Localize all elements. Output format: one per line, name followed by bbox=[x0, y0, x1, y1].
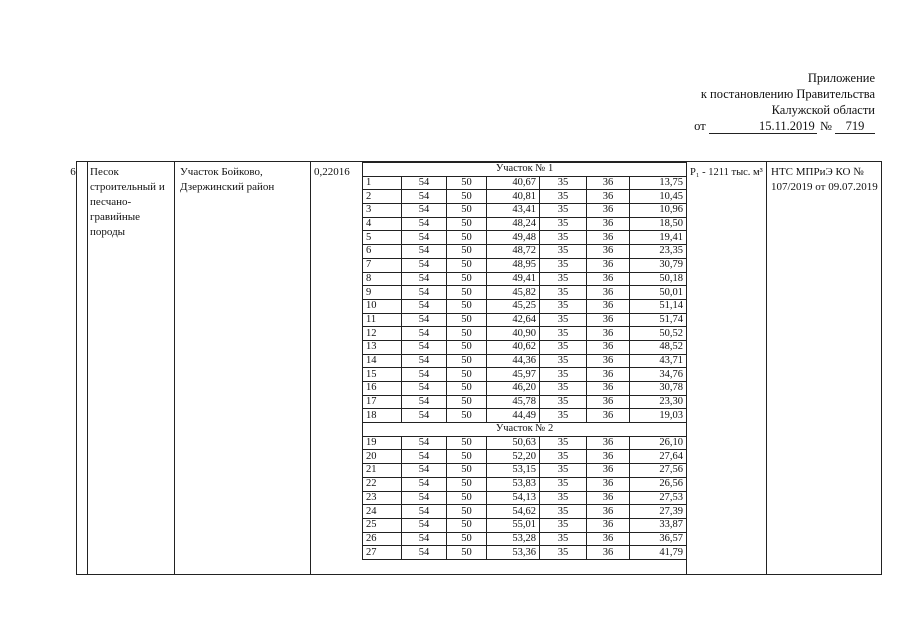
lat-seconds: 53,36 bbox=[487, 546, 540, 560]
mineral-type: Песок строительный и песчано-гравийные породы bbox=[90, 166, 165, 238]
lat-seconds: 48,95 bbox=[487, 258, 540, 272]
number-prefix: № bbox=[819, 119, 832, 133]
lon-seconds: 34,76 bbox=[630, 368, 687, 382]
table-border bbox=[76, 162, 77, 574]
lon-seconds: 27,53 bbox=[630, 491, 687, 505]
lat-seconds: 54,13 bbox=[487, 491, 540, 505]
point-number: 6 bbox=[363, 245, 402, 259]
lon-degrees: 35 bbox=[540, 313, 587, 327]
lat-degrees: 54 bbox=[402, 491, 447, 505]
lon-degrees: 35 bbox=[540, 272, 587, 286]
table-row bbox=[363, 382, 687, 396]
lat-seconds: 40,90 bbox=[487, 327, 540, 341]
header-subtitle: к постановлению Правительства bbox=[700, 87, 875, 101]
lat-degrees: 54 bbox=[402, 354, 447, 368]
lon-minutes: 36 bbox=[587, 491, 630, 505]
lon-degrees: 35 bbox=[540, 505, 587, 519]
lon-minutes: 36 bbox=[587, 340, 630, 354]
column-divider bbox=[766, 162, 767, 574]
section-title: Участок № 1 bbox=[363, 163, 687, 177]
order-date: 15.11.2019 bbox=[709, 120, 817, 134]
point-number: 25 bbox=[363, 518, 402, 532]
lat-degrees: 54 bbox=[402, 450, 447, 464]
lon-seconds: 50,52 bbox=[630, 327, 687, 341]
lat-degrees: 54 bbox=[402, 299, 447, 313]
lat-minutes: 50 bbox=[447, 382, 487, 396]
lat-minutes: 50 bbox=[447, 327, 487, 341]
lat-degrees: 54 bbox=[402, 258, 447, 272]
lat-minutes: 50 bbox=[447, 272, 487, 286]
lat-degrees: 54 bbox=[402, 382, 447, 396]
lon-minutes: 36 bbox=[587, 546, 630, 560]
lat-minutes: 50 bbox=[447, 231, 487, 245]
lon-degrees: 35 bbox=[540, 395, 587, 409]
point-number: 26 bbox=[363, 532, 402, 546]
lon-degrees: 35 bbox=[540, 327, 587, 341]
lon-seconds: 33,87 bbox=[630, 518, 687, 532]
approval-info: НТС МПРиЭ КО № 107/2019 от 09.07.2019 bbox=[771, 166, 878, 193]
point-number: 24 bbox=[363, 505, 402, 519]
lon-seconds: 27,39 bbox=[630, 505, 687, 519]
lat-degrees: 54 bbox=[402, 327, 447, 341]
lat-degrees: 54 bbox=[402, 272, 447, 286]
lon-minutes: 36 bbox=[587, 272, 630, 286]
lat-minutes: 50 bbox=[447, 450, 487, 464]
lat-degrees: 54 bbox=[402, 286, 447, 300]
point-number: 22 bbox=[363, 477, 402, 491]
section-title: Участок № 2 bbox=[363, 423, 687, 437]
lon-degrees: 35 bbox=[540, 190, 587, 204]
lat-seconds: 53,83 bbox=[487, 477, 540, 491]
point-number: 7 bbox=[363, 258, 402, 272]
lat-degrees: 54 bbox=[402, 190, 447, 204]
appendix-table bbox=[70, 161, 882, 575]
lon-minutes: 36 bbox=[587, 204, 630, 218]
lon-degrees: 35 bbox=[540, 245, 587, 259]
lat-seconds: 40,62 bbox=[487, 340, 540, 354]
lat-degrees: 54 bbox=[402, 313, 447, 327]
lat-minutes: 50 bbox=[447, 368, 487, 382]
lat-degrees: 54 bbox=[402, 368, 447, 382]
point-number: 3 bbox=[363, 204, 402, 218]
lat-seconds: 50,63 bbox=[487, 436, 540, 450]
lon-minutes: 36 bbox=[587, 477, 630, 491]
lon-seconds: 30,78 bbox=[630, 382, 687, 396]
lon-seconds: 23,35 bbox=[630, 245, 687, 259]
lon-degrees: 35 bbox=[540, 258, 587, 272]
lat-seconds: 45,97 bbox=[487, 368, 540, 382]
lat-degrees: 54 bbox=[402, 204, 447, 218]
lon-seconds: 19,41 bbox=[630, 231, 687, 245]
lon-minutes: 36 bbox=[587, 245, 630, 259]
lat-seconds: 44,49 bbox=[487, 409, 540, 423]
lat-minutes: 50 bbox=[447, 217, 487, 231]
lat-degrees: 54 bbox=[402, 340, 447, 354]
table-row bbox=[363, 272, 687, 286]
lon-seconds: 51,14 bbox=[630, 299, 687, 313]
table-row bbox=[363, 286, 687, 300]
lat-minutes: 50 bbox=[447, 204, 487, 218]
lat-degrees: 54 bbox=[402, 245, 447, 259]
lat-seconds: 40,67 bbox=[487, 176, 540, 190]
lon-degrees: 35 bbox=[540, 368, 587, 382]
lon-degrees: 35 bbox=[540, 217, 587, 231]
lon-degrees: 35 bbox=[540, 450, 587, 464]
lon-minutes: 36 bbox=[587, 395, 630, 409]
table-row bbox=[363, 258, 687, 272]
lon-seconds: 36,57 bbox=[630, 532, 687, 546]
lon-minutes: 36 bbox=[587, 450, 630, 464]
lon-seconds: 48,52 bbox=[630, 340, 687, 354]
lat-minutes: 50 bbox=[447, 299, 487, 313]
lat-seconds: 49,41 bbox=[487, 272, 540, 286]
table-row bbox=[363, 409, 687, 423]
lat-seconds: 46,20 bbox=[487, 382, 540, 396]
table-row bbox=[363, 245, 687, 259]
lat-seconds: 40,81 bbox=[487, 190, 540, 204]
table-row bbox=[363, 231, 687, 245]
lat-minutes: 50 bbox=[447, 258, 487, 272]
order-number: 719 bbox=[835, 120, 875, 134]
lat-degrees: 54 bbox=[402, 176, 447, 190]
point-number: 9 bbox=[363, 286, 402, 300]
lon-minutes: 36 bbox=[587, 217, 630, 231]
document-header bbox=[694, 70, 875, 134]
lon-seconds: 18,50 bbox=[630, 217, 687, 231]
lon-degrees: 35 bbox=[540, 409, 587, 423]
table-row bbox=[363, 217, 687, 231]
lat-degrees: 54 bbox=[402, 464, 447, 478]
reserves-value: P₁ - 1211 тыс. м³ bbox=[690, 167, 763, 178]
lat-minutes: 50 bbox=[447, 245, 487, 259]
lon-minutes: 36 bbox=[587, 505, 630, 519]
table-row bbox=[363, 204, 687, 218]
lon-seconds: 50,18 bbox=[630, 272, 687, 286]
point-number: 18 bbox=[363, 409, 402, 423]
lon-minutes: 36 bbox=[587, 354, 630, 368]
point-number: 11 bbox=[363, 313, 402, 327]
lat-degrees: 54 bbox=[402, 395, 447, 409]
point-number: 27 bbox=[363, 546, 402, 560]
table-row bbox=[363, 436, 687, 450]
lon-degrees: 35 bbox=[540, 204, 587, 218]
lon-minutes: 36 bbox=[587, 231, 630, 245]
column-divider bbox=[174, 162, 175, 574]
lat-degrees: 54 bbox=[402, 409, 447, 423]
lat-seconds: 42,64 bbox=[487, 313, 540, 327]
lon-seconds: 10,45 bbox=[630, 190, 687, 204]
lat-minutes: 50 bbox=[447, 546, 487, 560]
header-order-line bbox=[694, 118, 875, 134]
point-number: 10 bbox=[363, 299, 402, 313]
lon-degrees: 35 bbox=[540, 340, 587, 354]
lon-seconds: 41,79 bbox=[630, 546, 687, 560]
table-row bbox=[363, 546, 687, 560]
point-number: 2 bbox=[363, 190, 402, 204]
lon-degrees: 35 bbox=[540, 231, 587, 245]
lat-seconds: 45,25 bbox=[487, 299, 540, 313]
table-row bbox=[363, 368, 687, 382]
lat-minutes: 50 bbox=[447, 464, 487, 478]
point-number: 15 bbox=[363, 368, 402, 382]
lon-minutes: 36 bbox=[587, 327, 630, 341]
lat-degrees: 54 bbox=[402, 532, 447, 546]
point-number: 20 bbox=[363, 450, 402, 464]
lon-minutes: 36 bbox=[587, 176, 630, 190]
table-row bbox=[363, 464, 687, 478]
section-header-row bbox=[363, 423, 687, 437]
lat-seconds: 54,62 bbox=[487, 505, 540, 519]
table-row bbox=[363, 327, 687, 341]
lon-minutes: 36 bbox=[587, 299, 630, 313]
lon-seconds: 10,96 bbox=[630, 204, 687, 218]
lon-minutes: 36 bbox=[587, 382, 630, 396]
lon-seconds: 19,03 bbox=[630, 409, 687, 423]
lon-minutes: 36 bbox=[587, 258, 630, 272]
table-row bbox=[363, 532, 687, 546]
table-border bbox=[881, 162, 882, 574]
lon-seconds: 27,56 bbox=[630, 464, 687, 478]
lat-minutes: 50 bbox=[447, 354, 487, 368]
lon-minutes: 36 bbox=[587, 464, 630, 478]
table-row bbox=[363, 491, 687, 505]
lon-seconds: 30,79 bbox=[630, 258, 687, 272]
lat-minutes: 50 bbox=[447, 395, 487, 409]
point-number: 21 bbox=[363, 464, 402, 478]
point-number: 17 bbox=[363, 395, 402, 409]
lat-degrees: 54 bbox=[402, 436, 447, 450]
lat-seconds: 53,28 bbox=[487, 532, 540, 546]
lon-minutes: 36 bbox=[587, 409, 630, 423]
lat-degrees: 54 bbox=[402, 546, 447, 560]
header-region: Калужской области bbox=[771, 103, 875, 117]
lat-seconds: 53,15 bbox=[487, 464, 540, 478]
table-row bbox=[363, 395, 687, 409]
lat-minutes: 50 bbox=[447, 286, 487, 300]
lon-minutes: 36 bbox=[587, 190, 630, 204]
lat-minutes: 50 bbox=[447, 477, 487, 491]
point-number: 12 bbox=[363, 327, 402, 341]
lat-seconds: 55,01 bbox=[487, 518, 540, 532]
site-area: 0,22016 bbox=[314, 166, 350, 178]
section-header-row bbox=[363, 163, 687, 177]
lat-minutes: 50 bbox=[447, 436, 487, 450]
lon-seconds: 13,75 bbox=[630, 176, 687, 190]
lon-degrees: 35 bbox=[540, 382, 587, 396]
point-number: 13 bbox=[363, 340, 402, 354]
lat-seconds: 48,24 bbox=[487, 217, 540, 231]
point-number: 5 bbox=[363, 231, 402, 245]
lat-minutes: 50 bbox=[447, 409, 487, 423]
table-row bbox=[363, 299, 687, 313]
table-row bbox=[363, 176, 687, 190]
point-number: 14 bbox=[363, 354, 402, 368]
table-row bbox=[363, 518, 687, 532]
lat-degrees: 54 bbox=[402, 477, 447, 491]
table-row bbox=[363, 450, 687, 464]
lon-minutes: 36 bbox=[587, 532, 630, 546]
lon-degrees: 35 bbox=[540, 299, 587, 313]
lat-seconds: 45,78 bbox=[487, 395, 540, 409]
lat-seconds: 48,72 bbox=[487, 245, 540, 259]
table-row bbox=[363, 313, 687, 327]
point-number: 16 bbox=[363, 382, 402, 396]
lat-degrees: 54 bbox=[402, 518, 447, 532]
lon-seconds: 26,10 bbox=[630, 436, 687, 450]
lon-seconds: 50,01 bbox=[630, 286, 687, 300]
lat-seconds: 52,20 bbox=[487, 450, 540, 464]
lat-degrees: 54 bbox=[402, 505, 447, 519]
lon-degrees: 35 bbox=[540, 546, 587, 560]
date-prefix: от bbox=[694, 119, 706, 133]
lon-degrees: 35 bbox=[540, 436, 587, 450]
lat-minutes: 50 bbox=[447, 176, 487, 190]
lon-minutes: 36 bbox=[587, 286, 630, 300]
lat-minutes: 50 bbox=[447, 505, 487, 519]
lat-seconds: 45,82 bbox=[487, 286, 540, 300]
lon-seconds: 26,56 bbox=[630, 477, 687, 491]
table-row bbox=[363, 477, 687, 491]
lon-minutes: 36 bbox=[587, 518, 630, 532]
lon-degrees: 35 bbox=[540, 491, 587, 505]
lon-seconds: 23,30 bbox=[630, 395, 687, 409]
lon-minutes: 36 bbox=[587, 368, 630, 382]
lat-minutes: 50 bbox=[447, 313, 487, 327]
table-row bbox=[363, 190, 687, 204]
lon-degrees: 35 bbox=[540, 286, 587, 300]
coordinates-table bbox=[362, 162, 687, 560]
table-row bbox=[363, 505, 687, 519]
lon-degrees: 35 bbox=[540, 176, 587, 190]
lon-seconds: 51,74 bbox=[630, 313, 687, 327]
lat-degrees: 54 bbox=[402, 231, 447, 245]
point-number: 8 bbox=[363, 272, 402, 286]
point-number: 4 bbox=[363, 217, 402, 231]
lat-minutes: 50 bbox=[447, 532, 487, 546]
row-number: 6 bbox=[70, 166, 76, 178]
lon-degrees: 35 bbox=[540, 518, 587, 532]
table-row bbox=[363, 354, 687, 368]
column-divider bbox=[87, 162, 88, 574]
lon-minutes: 36 bbox=[587, 313, 630, 327]
lon-minutes: 36 bbox=[587, 436, 630, 450]
lon-degrees: 35 bbox=[540, 354, 587, 368]
lon-seconds: 43,71 bbox=[630, 354, 687, 368]
header-title: Приложение bbox=[807, 71, 875, 85]
table-row bbox=[363, 340, 687, 354]
lat-minutes: 50 bbox=[447, 518, 487, 532]
lon-degrees: 35 bbox=[540, 477, 587, 491]
lat-minutes: 50 bbox=[447, 340, 487, 354]
lat-seconds: 44,36 bbox=[487, 354, 540, 368]
lat-seconds: 43,41 bbox=[487, 204, 540, 218]
lat-minutes: 50 bbox=[447, 491, 487, 505]
point-number: 19 bbox=[363, 436, 402, 450]
point-number: 1 bbox=[363, 176, 402, 190]
lon-degrees: 35 bbox=[540, 464, 587, 478]
lat-minutes: 50 bbox=[447, 190, 487, 204]
site-name: Участок Бойково, Дзержинский район bbox=[180, 166, 275, 193]
column-divider bbox=[310, 162, 311, 574]
lat-seconds: 49,48 bbox=[487, 231, 540, 245]
lon-seconds: 27,64 bbox=[630, 450, 687, 464]
lon-degrees: 35 bbox=[540, 532, 587, 546]
lat-degrees: 54 bbox=[402, 217, 447, 231]
point-number: 23 bbox=[363, 491, 402, 505]
